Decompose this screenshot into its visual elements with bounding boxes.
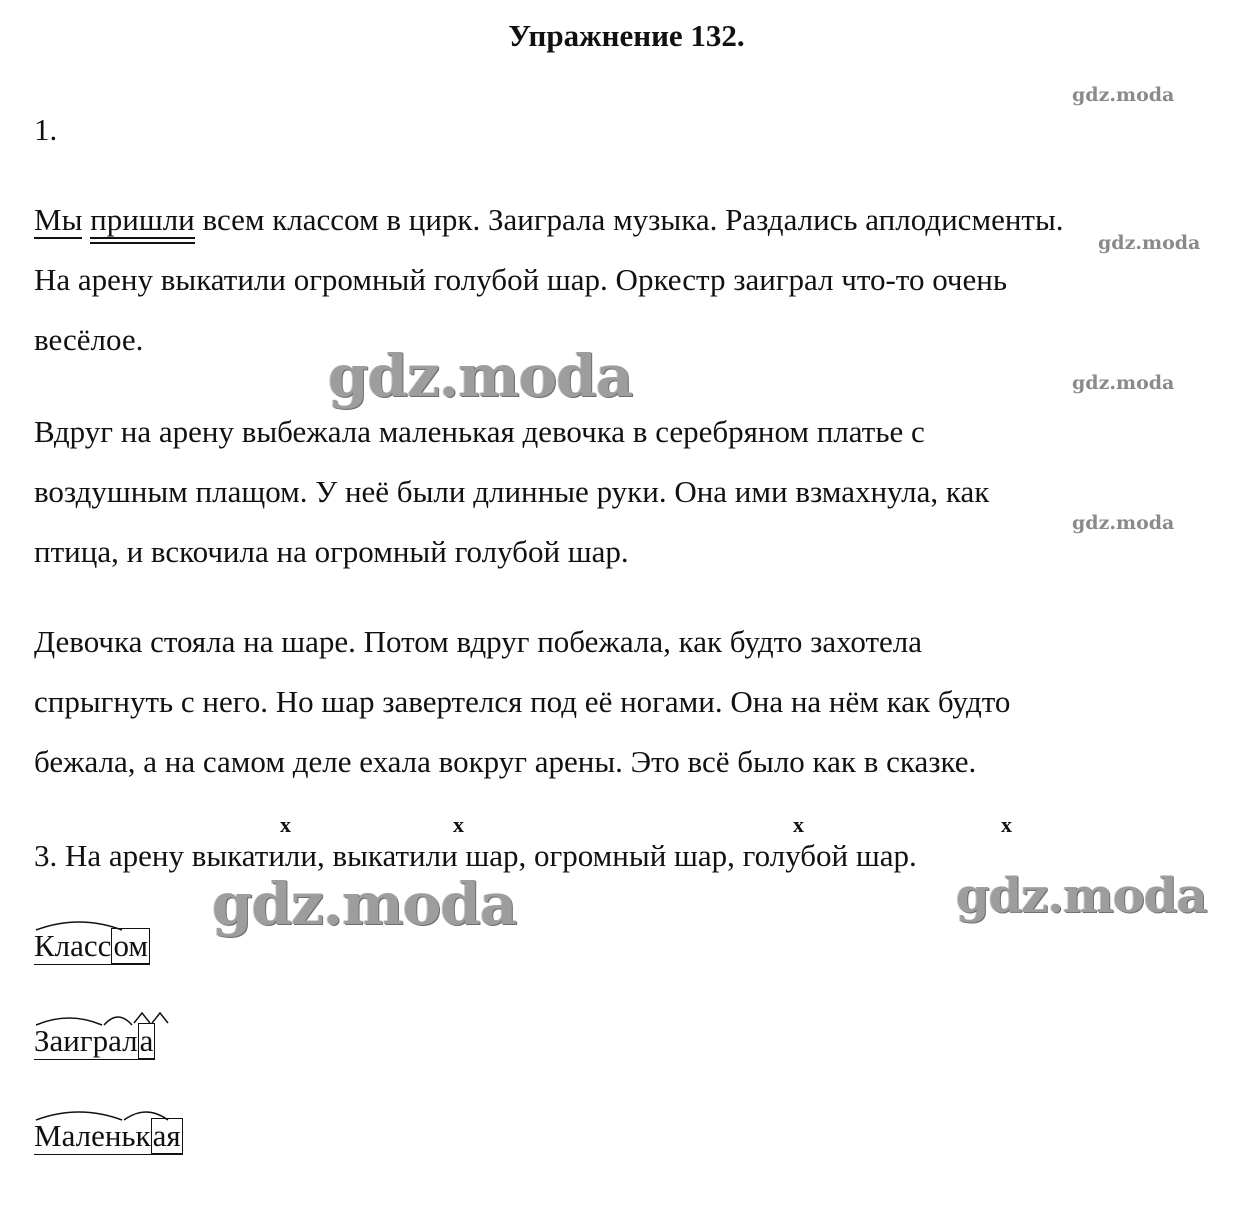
watermark: gdz.moda	[1072, 372, 1175, 394]
morpheme-word-2	[34, 1023, 155, 1060]
morpheme-word-1	[34, 928, 150, 965]
paragraph-3-line-3: бежала, а на самом деле ехала вокруг арены. Это всё было как в сказке.	[34, 744, 977, 779]
section-1-label: 1.	[34, 112, 58, 147]
paragraph-3-line-2: спрыгнуть с него. Но шар завертелся под её ногами. Она на нём как будто	[34, 684, 1011, 719]
dependency-mark: x	[280, 812, 291, 837]
word-stem: Заиграл	[34, 1023, 138, 1058]
paragraph-2-line-2: воздушным плащом. У неё были длинные руки. Она ими взмахнула, как	[34, 474, 990, 509]
line-rest: всем классом в цирк. Заиграла музыка. Раздались аплодисменты.	[194, 202, 1064, 237]
word-ending-box: ом	[113, 928, 148, 963]
watermark: gdz.moda	[1072, 512, 1175, 534]
word-ending-box: ая	[152, 1118, 181, 1153]
paragraph-1-line-1	[34, 202, 1064, 238]
watermark: gdz.moda	[1072, 84, 1175, 106]
section-3-line: 3. На арену выкатили, выкатили шар, огромный шар, голубой шар.	[34, 838, 917, 873]
word-ending-box: а	[139, 1023, 154, 1058]
paragraph-1-line-2: На арену выкатили огромный голубой шар. Оркестр заиграл что-то очень	[34, 262, 1007, 297]
paragraph-3-line-1: Девочка стояла на шаре. Потом вдруг побежала, как будто захотела	[34, 624, 923, 659]
word-stem: Маленьк	[34, 1118, 151, 1153]
predicate-underlined: пришли	[90, 202, 195, 237]
morpheme-word-3	[34, 1118, 183, 1155]
paragraph-2-line-3: птица, и вскочила на огромный голубой шар.	[34, 534, 629, 569]
watermark-large: gdz.moda	[328, 342, 633, 410]
paragraph-2-line-1: Вдруг на арену выбежала маленькая девочка в серебряном платье с	[34, 414, 925, 449]
subject-underlined: Мы	[34, 202, 83, 237]
paragraph-1-line-3: весёлое.	[34, 322, 144, 357]
watermark: gdz.moda	[1098, 232, 1201, 254]
watermark-large: gdz.moda	[212, 870, 517, 938]
dependency-mark: x	[453, 812, 464, 837]
dependency-mark: x	[793, 812, 804, 837]
dependency-mark: x	[1001, 812, 1012, 837]
watermark-large: gdz.moda	[956, 868, 1207, 924]
word-stem: Класс	[34, 928, 112, 963]
exercise-title: Упражнение 132.	[508, 18, 745, 53]
